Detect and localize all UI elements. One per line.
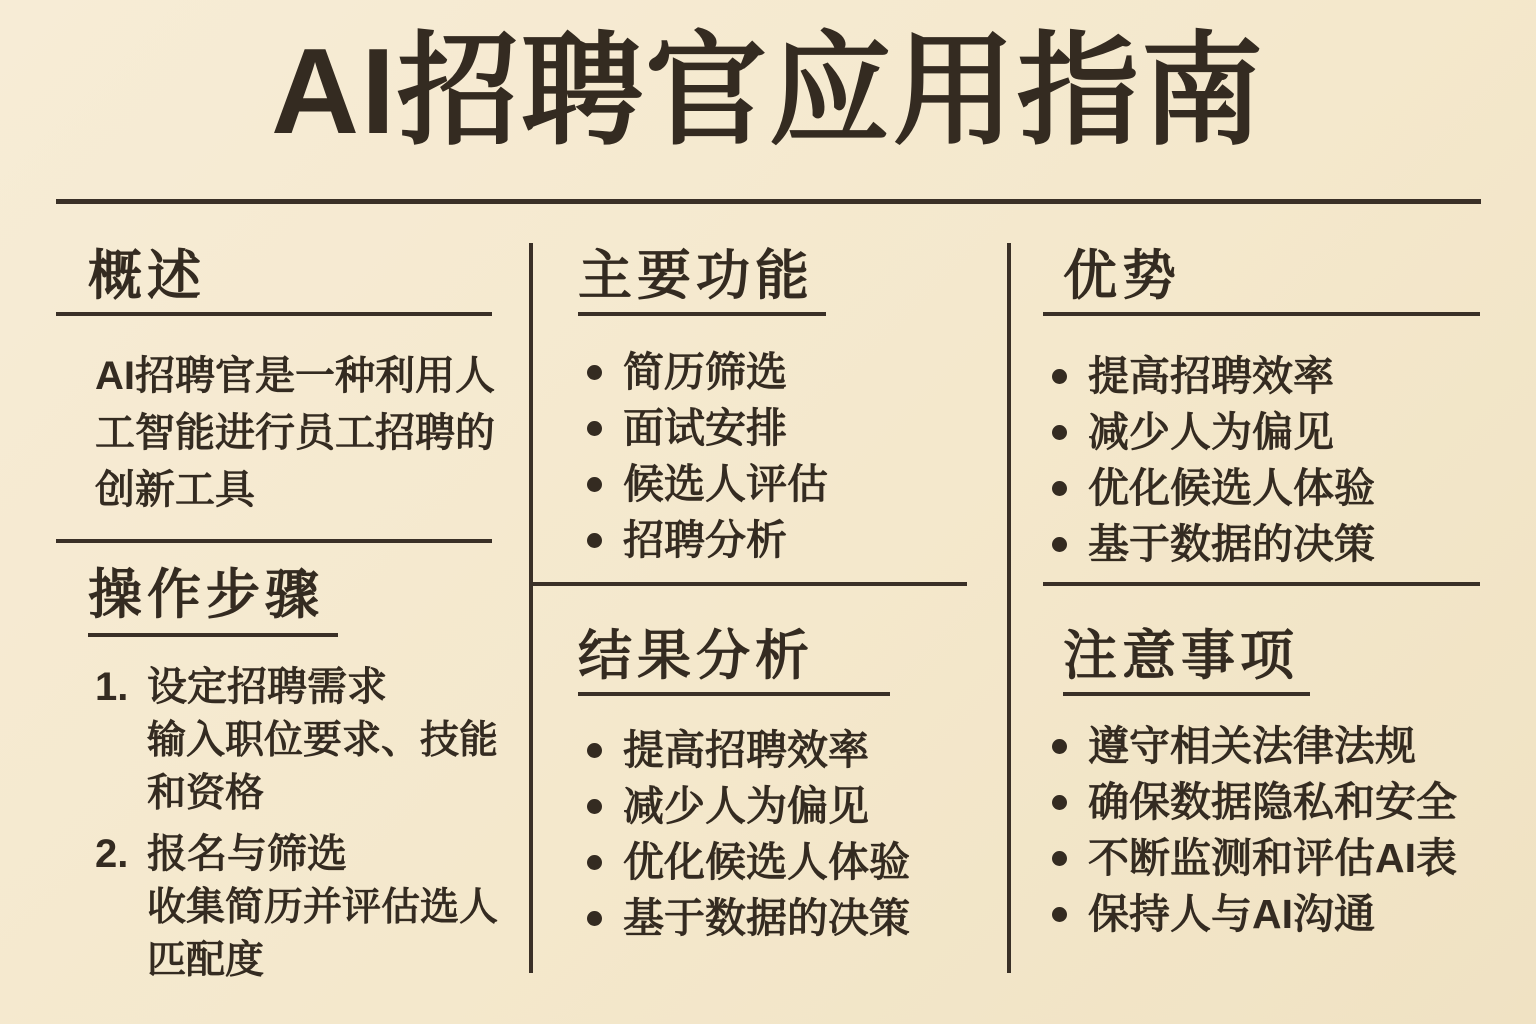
list-item (578, 462, 970, 506)
list-item-label: 基于数据的决策 (623, 895, 910, 941)
list-item-label: 减少人为偏见 (1088, 409, 1334, 455)
overview-paragraph: AI招聘官是一种利用人工智能进行员工招聘的创新工具 (95, 354, 495, 512)
steps-heading: 操作步骤 (88, 565, 324, 625)
vertical-divider-left (529, 243, 533, 973)
list-item (1043, 724, 1480, 768)
page-title: AI招聘官应用指南 (271, 23, 1265, 159)
step-item (95, 828, 499, 987)
column2-section-divider (533, 582, 967, 586)
notes-list (1043, 724, 1480, 936)
bullet-icon (1052, 795, 1067, 810)
step-item (95, 661, 499, 820)
list-item-label: 面试安排 (623, 405, 787, 451)
column-features-results (578, 240, 970, 952)
features-underline (578, 312, 826, 316)
results-heading: 结果分析 (578, 626, 814, 686)
list-item-label: 减少人为偏见 (623, 783, 869, 829)
advantages-heading: 优势 (1063, 246, 1181, 306)
step-body (147, 661, 509, 820)
results-list (578, 728, 970, 940)
list-item (1043, 780, 1480, 824)
list-item-label: 不断监测和评估AI表 (1088, 835, 1457, 881)
bullet-icon (1052, 537, 1067, 552)
bullet-icon (587, 533, 602, 548)
step-detail: 输入职位要求、技能和资格 (147, 719, 499, 815)
bullet-icon (1052, 851, 1067, 866)
list-item (578, 784, 970, 828)
features-heading: 主要功能 (578, 246, 814, 306)
list-item (578, 350, 970, 394)
list-item (1043, 410, 1480, 454)
list-item-label: 提高招聘效率 (1088, 353, 1334, 399)
bullet-icon (587, 743, 602, 758)
list-item-label: 提高招聘效率 (623, 727, 869, 773)
list-item (578, 728, 970, 772)
advantages-list (1043, 354, 1480, 566)
vertical-divider-right (1007, 243, 1011, 973)
column-overview-steps (56, 240, 499, 995)
bullet-icon (587, 365, 602, 380)
list-item-label: 基于数据的决策 (1088, 521, 1375, 567)
step-title: 设定招聘需求 (147, 665, 387, 709)
list-item-label: 确保数据隐私和安全 (1088, 779, 1457, 825)
step-number: 2. (95, 832, 129, 876)
step-number: 1. (95, 665, 129, 709)
bullet-icon (1052, 739, 1067, 754)
notes-heading: 注意事项 (1063, 626, 1299, 686)
bullet-icon (587, 799, 602, 814)
list-item (1043, 466, 1480, 510)
bullet-icon (1052, 481, 1067, 496)
list-item-label: 保持人与AI沟通 (1088, 891, 1375, 937)
title-divider (56, 199, 1481, 204)
list-item-label: 遵守相关法律法规 (1088, 723, 1416, 769)
bullet-icon (587, 477, 602, 492)
step-title: 报名与筛选 (147, 832, 347, 876)
column3-section-divider (1043, 582, 1480, 586)
overview-underline (56, 312, 492, 316)
bullet-icon (587, 855, 602, 870)
column-advantages-notes (1043, 240, 1480, 948)
bullet-icon (587, 421, 602, 436)
list-item (578, 518, 970, 562)
list-item-label: 候选人评估 (623, 461, 828, 507)
advantages-underline (1043, 312, 1480, 316)
step-detail: 收集简历并评估选人匹配度 (147, 886, 499, 982)
step-body (147, 828, 509, 987)
list-item-label: 优化候选人体验 (1088, 465, 1375, 511)
bullet-icon (1052, 907, 1067, 922)
list-item (578, 406, 970, 450)
column1-section-divider (56, 539, 492, 543)
overview-heading: 概述 (88, 246, 206, 306)
list-item-label: 简历筛选 (623, 349, 787, 395)
steps-list (95, 661, 499, 987)
list-item (1043, 354, 1480, 398)
bullet-icon (1052, 369, 1067, 384)
bullet-icon (1052, 425, 1067, 440)
list-item-label: 优化候选人体验 (623, 839, 910, 885)
list-item (1043, 522, 1480, 566)
results-underline (578, 692, 890, 696)
list-item-label: 招聘分析 (623, 517, 787, 563)
list-item (578, 896, 970, 940)
list-item (1043, 836, 1480, 880)
list-item (1043, 892, 1480, 936)
features-list (578, 350, 970, 562)
steps-underline (88, 633, 338, 637)
bullet-icon (587, 911, 602, 926)
list-item (578, 840, 970, 884)
notes-underline (1063, 692, 1310, 696)
